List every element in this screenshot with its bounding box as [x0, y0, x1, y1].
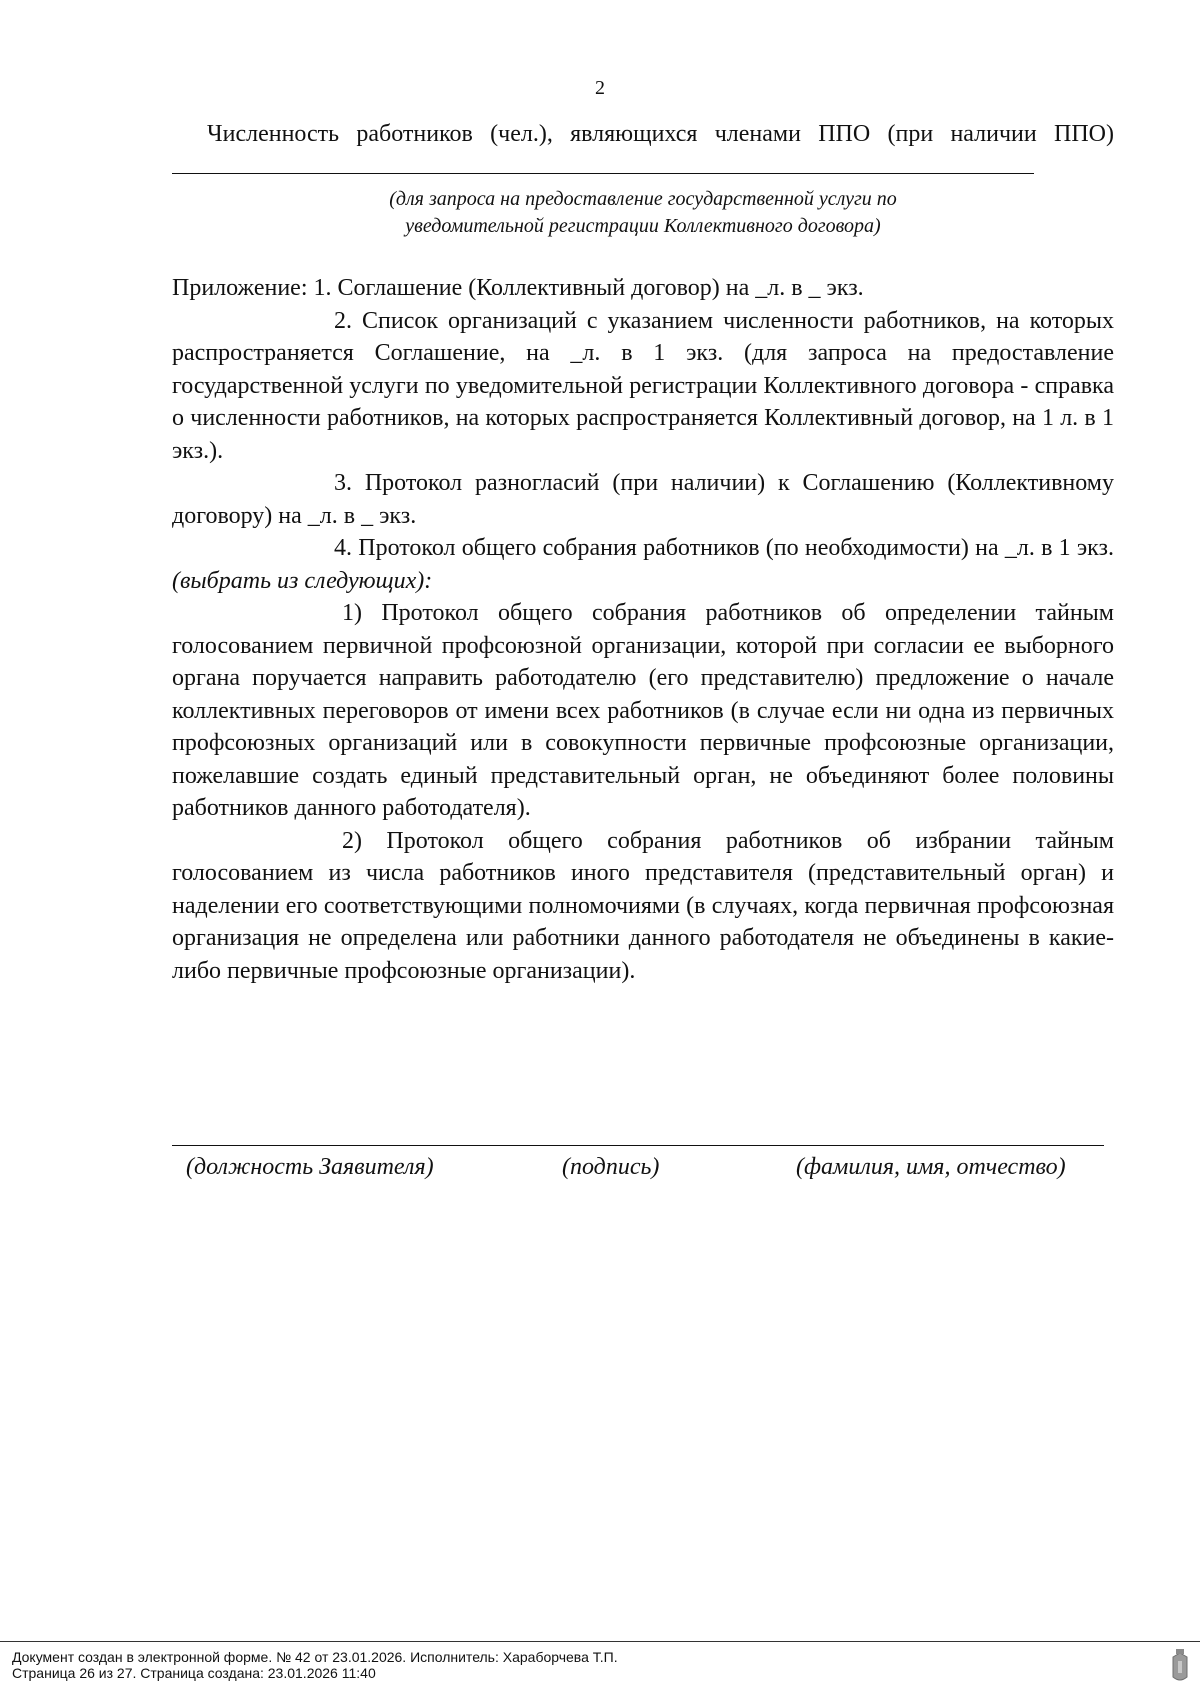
document-footer: [12, 1649, 618, 1681]
attachment-subitem-2: 2) Протокол общего собрания работников об избрании тайным голосованием из числа работников иного представителя (представительный орган) и наделении его соответствующими полномочиями (в случаях, когда первичная профсоюзная организация не определена или работники данного работодателя не объединены в какие-либо первичные профсоюзные организации).: [172, 827, 1114, 984]
signature-name-label: (фамилия, имя, отчество): [796, 1154, 1066, 1180]
attachment-item-2: 2. Список организаций с указанием численности работников, на которых распространяется Соглашение, на _л. в 1 экз. (для запроса на предоставление государственной услуги по уведомительной регистрации Коллективного договора - справка о численности работников, на которых распространяется Коллективный договор, на 1 л. в 1 экз.).: [172, 307, 1114, 464]
ppo-note-line-2: уведомительной регистрации Коллективного договора): [405, 215, 881, 237]
ppo-count-field: [172, 118, 1114, 183]
attachments-section: [172, 272, 1114, 987]
ppo-count-label: Численность работников (чел.), являющихся членами ППО (при наличии ППО): [207, 121, 1114, 147]
ppo-note-line-1: (для запроса на предоставление государственной услуги по: [389, 188, 897, 210]
attachment-item-4-hint: (выбрать из следующих):: [172, 567, 433, 594]
footer-divider: [0, 1641, 1200, 1642]
ppo-count-blank: [172, 151, 1034, 174]
footer-line-1: Документ создан в электронной форме. № 42 от 23.01.2026. Исполнитель: Хараборчева Т.П.: [12, 1649, 618, 1665]
footer-line-2: Страница 26 из 27. Страница создана: 23.01.2026 11:40: [12, 1665, 376, 1681]
page-number: 2: [595, 77, 605, 99]
attachment-item-1: Приложение: 1. Соглашение (Коллективный договор) на _л. в _ экз.: [172, 275, 864, 301]
coat-of-arms-icon: [1170, 1647, 1190, 1687]
ppo-note: [172, 186, 1114, 240]
attachment-item-3: 3. Протокол разногласий (при наличии) к Соглашению (Коллективному договору) на _л. в _ экз.: [172, 470, 1114, 529]
attachment-item-4-text: 4. Протокол общего собрания работников (по необходимости) на _л. в 1 экз.: [334, 535, 1114, 561]
signature-sign-label: (подпись): [562, 1154, 660, 1180]
attachment-item-4: [172, 532, 1114, 597]
signature-position-label: (должность Заявителя): [186, 1154, 434, 1180]
attachment-subitem-1: 1) Протокол общего собрания работников об определении тайным голосованием первичной профсоюзной организации, которой при согласии ее выборного органа поручается направить работодателю (его представителю) предложение о начале коллективных переговоров от имени всех работников (в случае если ни одна из первичных профсоюзных организаций или в совокупности первичные профсоюзные организации, пожелавшие создать единый представительный орган, не объединяют более половины работников данного работодателя).: [172, 600, 1114, 821]
signature-line: [172, 1145, 1104, 1146]
